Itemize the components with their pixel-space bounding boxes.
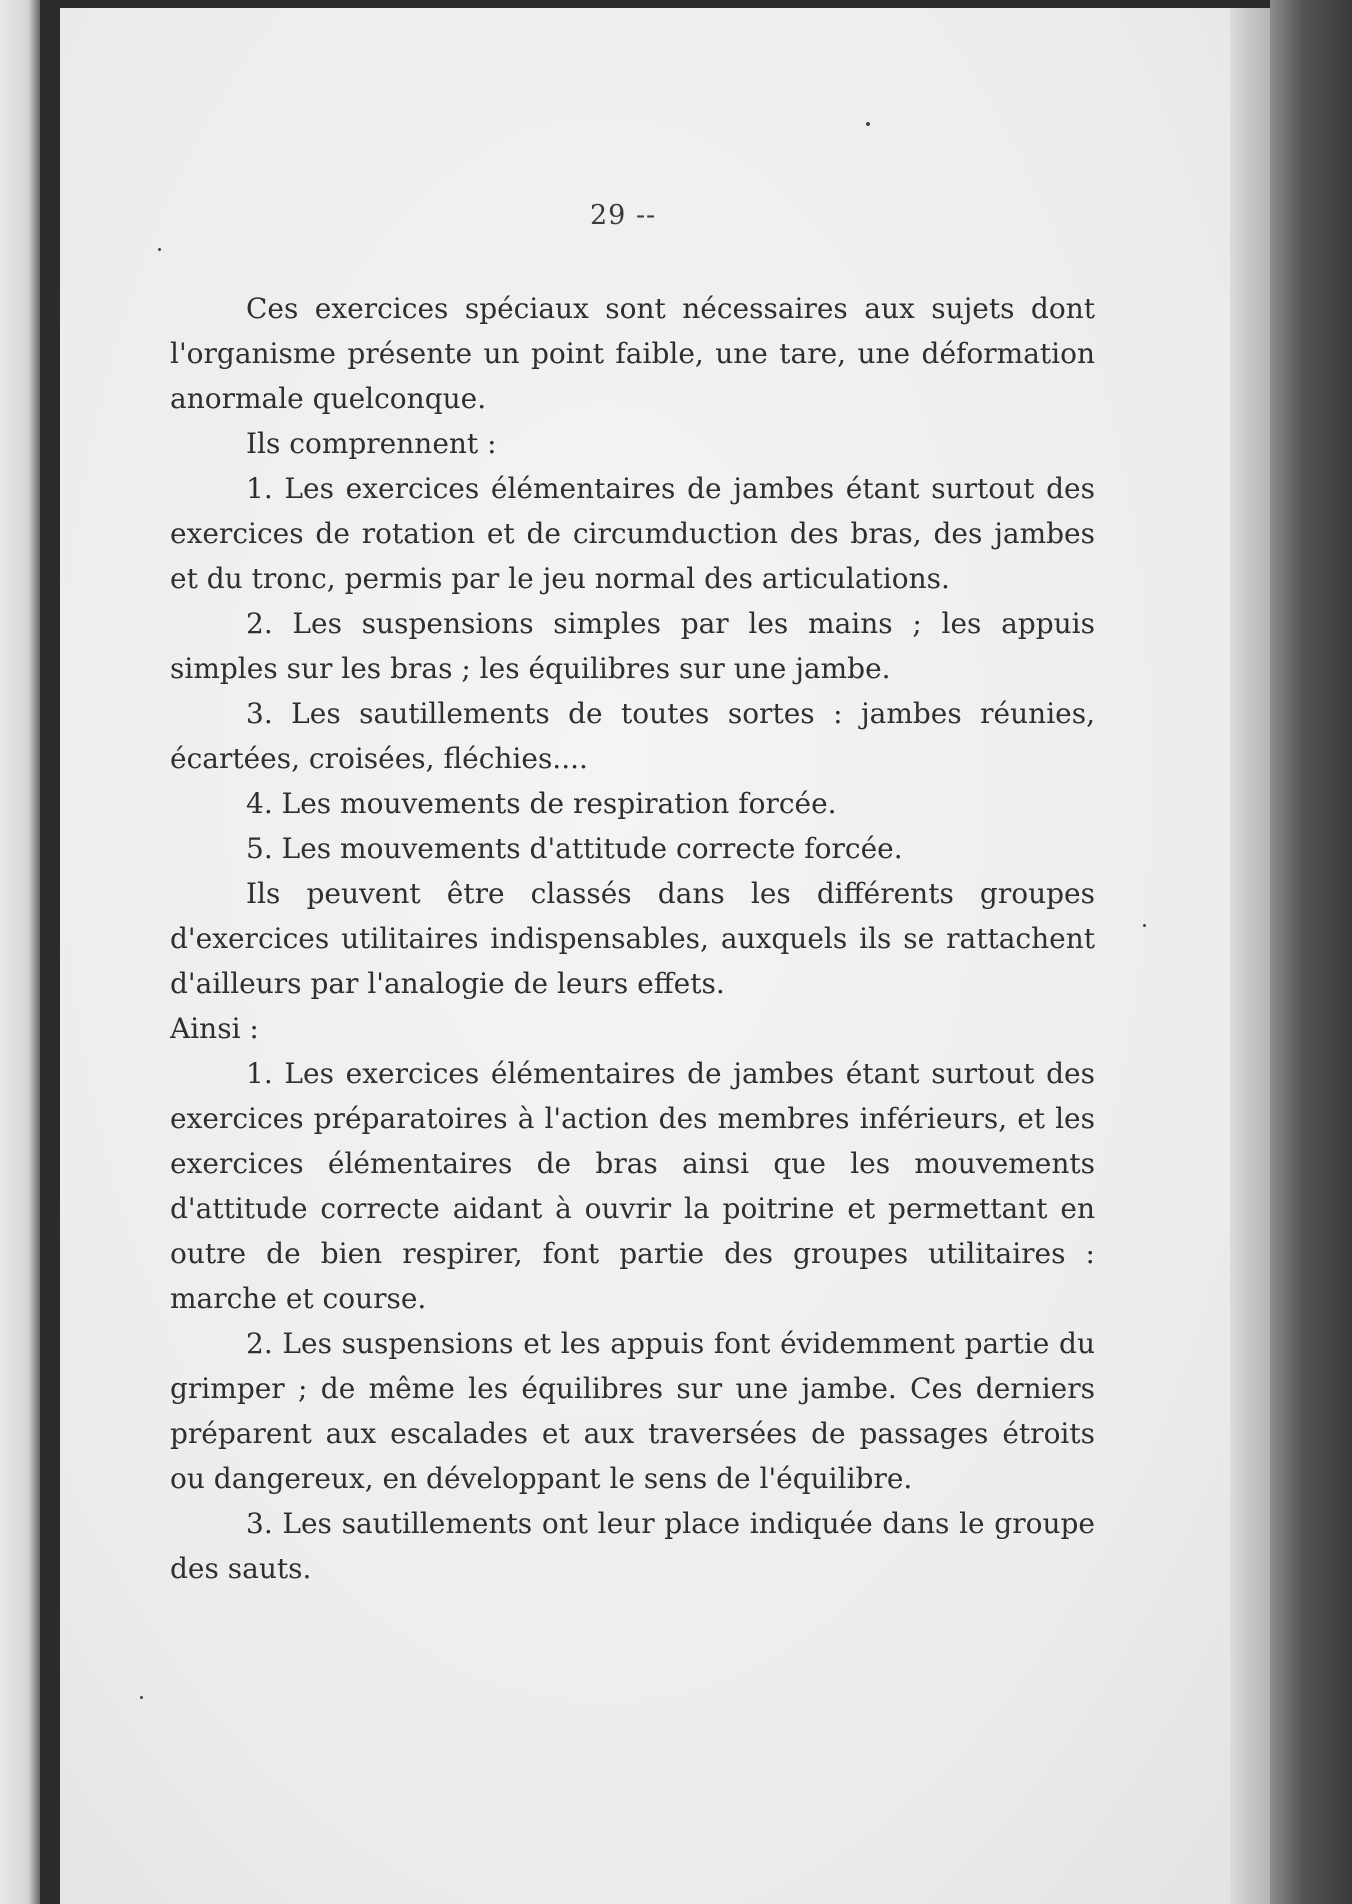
facing-page-edge	[0, 0, 40, 1904]
dust-speck	[866, 122, 870, 126]
dust-speck	[158, 248, 161, 251]
list-item-5: 5. Les mouvements d'attitude correcte forcée.	[246, 832, 903, 865]
paragraph-intro: Ces exercices spéciaux sont nécessaires aux sujets dont l'organisme présente un point faible, une tare, une déformation anormale quelconque.	[170, 292, 1095, 415]
dust-speck	[140, 1696, 143, 1699]
group-item-3: 3. Les sautillements ont leur place indiquée dans le groupe des sauts.	[170, 1507, 1095, 1585]
list-item-1: 1. Les exercices élémentaires de jambes étant surtout des exercices de rotation et de circumduction des bras, des jambes et du tronc, permis par le jeu normal des articulations.	[170, 472, 1095, 595]
dust-speck	[1143, 924, 1146, 927]
page-body-text	[170, 286, 1095, 1591]
paragraph-comprennent: Ils comprennent :	[246, 427, 497, 460]
paragraph-ainsi: Ainsi :	[170, 1012, 259, 1045]
list-item-4: 4. Les mouvements de respiration forcée.	[246, 787, 837, 820]
paragraph-classes: Ils peuvent être classés dans les différents groupes d'exercices utilitaires indispensables, auxquels ils se rattachent d'ailleurs par l'analogie de leurs effets.	[170, 877, 1095, 1000]
book-cover-edge	[1270, 0, 1352, 1904]
group-item-2: 2. Les suspensions et les appuis font évidemment partie du grimper ; de même les équilibres sur une jambe. Ces derniers préparent aux escalades et aux traversées de passages étroits ou dangereux, en développant le sens de l'équilibre.	[170, 1327, 1095, 1495]
list-item-3: 3. Les sautillements de toutes sortes : jambes réunies, écartées, croisées, fléchies....	[170, 697, 1095, 775]
list-item-2: 2. Les suspensions simples par les mains ; les appuis simples sur les bras ; les équilibres sur une jambe.	[170, 607, 1095, 685]
group-item-1: 1. Les exercices élémentaires de jambes étant surtout des exercices préparatoires à l'action des membres inférieurs, et les exercices élémentaires de bras ainsi que les mouvements d'attitude correcte aidant à ouvrir la poitrine et permettant en outre de bien respirer, font partie des groupes utilitaires : marche et course.	[170, 1057, 1095, 1315]
page-number: 29 --	[590, 200, 657, 231]
page-stack-edge	[1230, 8, 1270, 1904]
